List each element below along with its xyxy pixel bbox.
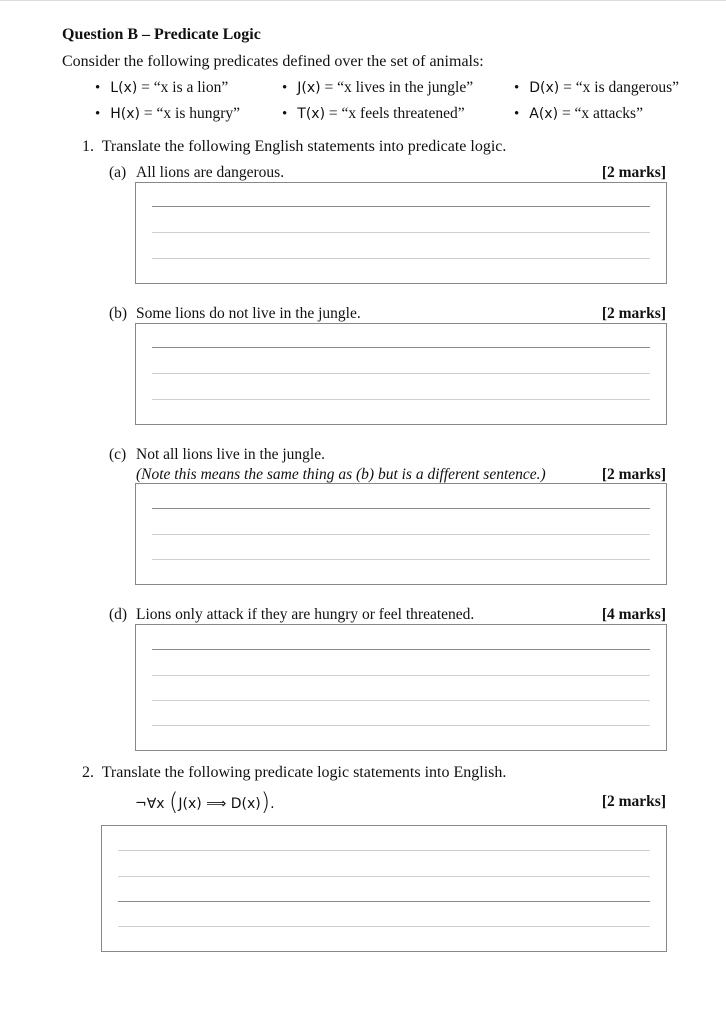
part-b-answer-box[interactable] (135, 323, 667, 425)
answer-line (152, 534, 650, 535)
section-title: Question B – Predicate Logic (62, 26, 261, 43)
answer-line (152, 206, 650, 207)
bullet-icon: • (514, 106, 520, 122)
answer-line (118, 901, 650, 902)
part-d-prompt: (d) Lions only attack if they are hungry or feel threatened. (109, 606, 475, 623)
answer-line (152, 559, 650, 560)
part-c-note: (Note this means the same thing as (b) but is a different sentence.) (136, 466, 546, 483)
answer-line (152, 399, 650, 400)
part-c-answer-box[interactable] (135, 483, 667, 585)
predicate-item: • H(x) = “x is hungry” (95, 105, 241, 122)
answer-line (152, 373, 650, 374)
answer-line (118, 926, 650, 927)
answer-line (118, 850, 650, 851)
part-a-answer-box[interactable] (135, 182, 667, 284)
part-d-marks: [4 marks] (601, 606, 666, 623)
predicate-item: • D(x) = “x is dangerous” (514, 79, 680, 96)
predicate-item: • J(x) = “x lives in the jungle” (282, 79, 474, 96)
bullet-icon: • (282, 106, 288, 122)
bullet-icon: • (282, 80, 288, 96)
answer-line (152, 649, 650, 650)
part-c-prompt: (c) Not all lions live in the jungle. (109, 446, 325, 463)
answer-line (152, 258, 650, 259)
answer-line (152, 725, 650, 726)
answer-line (152, 700, 650, 701)
part-b-marks: [2 marks] (601, 305, 666, 322)
question-2-marks: [2 marks] (601, 793, 666, 810)
answer-line (152, 508, 650, 509)
part-c-marks: [2 marks] (601, 466, 666, 483)
part-d-answer-box[interactable] (135, 624, 667, 751)
logic-formula: ¬∀x (J(x) ⟹ D(x)). (135, 788, 275, 816)
answer-line (118, 876, 650, 877)
part-a-marks: [2 marks] (601, 164, 666, 181)
answer-line (152, 675, 650, 676)
question-2-instruction: 2. Translate the following predicate logic statements into English. (82, 764, 507, 781)
predicate-item: • T(x) = “x feels threatened” (282, 105, 465, 122)
question-1-instruction: 1. Translate the following English statements into predicate logic. (82, 138, 507, 155)
answer-line (152, 232, 650, 233)
part-a-prompt: (a) All lions are dangerous. (109, 164, 285, 181)
top-border (0, 0, 726, 1)
intro-text: Consider the following predicates defined over the set of animals: (62, 53, 484, 70)
predicate-item: • L(x) = “x is a lion” (95, 79, 229, 96)
bullet-icon: • (514, 80, 520, 96)
bullet-icon: • (95, 106, 101, 122)
question-2-answer-box[interactable] (101, 825, 667, 952)
predicate-item: • A(x) = “x attacks” (514, 105, 643, 122)
bullet-icon: • (95, 80, 101, 96)
part-b-prompt: (b) Some lions do not live in the jungle. (109, 305, 361, 322)
answer-line (152, 347, 650, 348)
